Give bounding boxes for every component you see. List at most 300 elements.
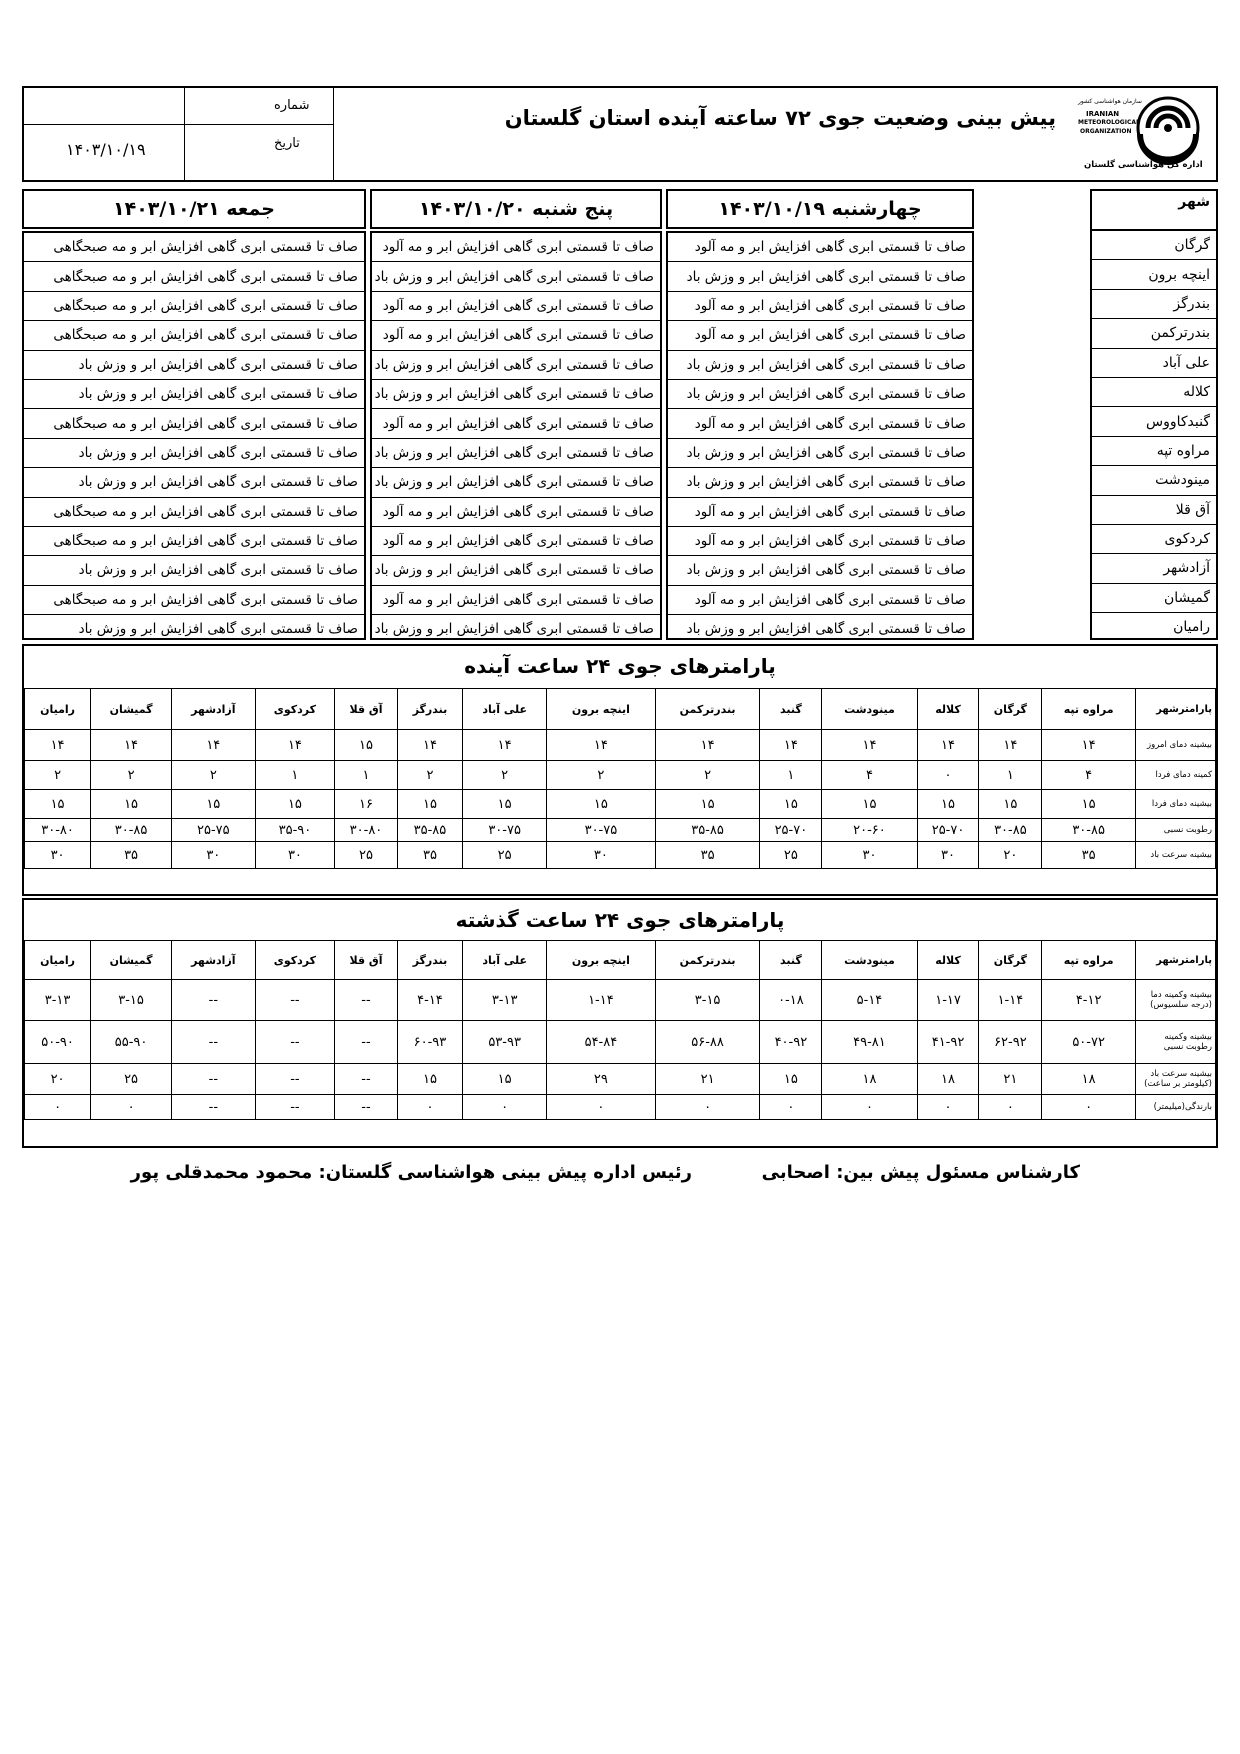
forecast-cell-d1: صاف تا قسمتی ابری گاهی افزایش ابر و وزش باد (668, 556, 972, 585)
past24-value-cell: ۲۵ (91, 1064, 172, 1095)
past24-value-cell: ۱-۱۷ (917, 980, 979, 1021)
past24-value-cell: -- (255, 1021, 335, 1064)
past24-value-cell: ۵۳-۹۳ (463, 1021, 547, 1064)
past24-value-cell: ۴-۱۴ (397, 980, 462, 1021)
past24-value-cell: ۳-۱۵ (655, 980, 760, 1021)
number-label: شماره (274, 98, 310, 113)
past24-section (22, 898, 1218, 1148)
past24-value-cell: ۲۱ (979, 1064, 1042, 1095)
next24-value-cell: ۳۵ (397, 842, 462, 869)
next24-value-cell: ۱۵ (255, 790, 335, 819)
forecast-row (372, 291, 660, 320)
forecast-city-row (1092, 377, 1216, 406)
past24-value-cell: ۴۱-۹۲ (917, 1021, 979, 1064)
forecast-row (668, 321, 972, 350)
forecast-cell-d3: صاف تا قسمتی ابری گاهی افزایش ابر و وزش باد (24, 468, 364, 497)
next24-row (25, 761, 1216, 790)
next24-value-cell: ۴ (822, 761, 917, 790)
next24-city-header: علی آباد (463, 689, 547, 730)
past24-value-cell: ۰ (917, 1095, 979, 1120)
past24-value-cell: ۱۸ (822, 1064, 917, 1095)
past24-value-cell: ۵۵-۹۰ (91, 1021, 172, 1064)
next24-value-cell: ۲۵ (760, 842, 822, 869)
past24-value-cell: ۴۰-۹۲ (760, 1021, 822, 1064)
next24-value-cell: ۳۰-۸۵ (91, 819, 172, 842)
past24-value-cell: ۰-۱۸ (760, 980, 822, 1021)
past24-value-cell: ۵۰-۷۲ (1042, 1021, 1136, 1064)
past24-value-cell: ۰ (463, 1095, 547, 1120)
past24-value-cell: ۰ (397, 1095, 462, 1120)
next24-section (22, 644, 1218, 896)
forecast-cell-d2: صاف تا قسمتی ابری گاهی افزایش ابر و وزش باد (372, 468, 660, 497)
next24-row-label: کمینه دمای فردا (1136, 761, 1216, 790)
forecast-city-name: مراوه تپه (1092, 436, 1216, 465)
past24-value-cell: ۰ (655, 1095, 760, 1120)
past24-value-cell: -- (172, 1095, 256, 1120)
next24-value-cell: ۲۵-۷۰ (917, 819, 979, 842)
number-date-table (24, 88, 334, 180)
forecast-cell-d2: صاف تا قسمتی ابری گاهی افزایش ابر و مه آلود (372, 526, 660, 555)
next24-value-cell: ۲ (397, 761, 462, 790)
forecast-city-row (1092, 495, 1216, 524)
logo-name-2: METEOROLOGICAL (1078, 119, 1140, 126)
past24-value-cell: ۰ (822, 1095, 917, 1120)
forecast-row (24, 291, 364, 320)
forecast-row (372, 556, 660, 585)
forecast-cell-d3: صاف تا قسمتی ابری گاهی افزایش ابر و مه صبحگاهی (24, 409, 364, 438)
forecast-cell-d2: صاف تا قسمتی ابری گاهی افزایش ابر و مه آلود (372, 409, 660, 438)
forecast-city-row (1092, 524, 1216, 553)
next24-row-label: بیشینه دمای امروز (1136, 730, 1216, 761)
forecast-row (372, 526, 660, 555)
next24-value-cell: ۱۴ (979, 730, 1042, 761)
next24-row-label: بیشینه سرعت باد (1136, 842, 1216, 869)
next24-value-cell: ۱۴ (25, 730, 91, 761)
next24-value-cell: ۲ (463, 761, 547, 790)
past24-value-cell: ۰ (760, 1095, 822, 1120)
past24-value-cell: -- (255, 1064, 335, 1095)
forecast-sheet (22, 86, 1218, 1148)
next24-value-cell: ۱۵ (172, 790, 256, 819)
forecast-cell-d2: صاف تا قسمتی ابری گاهی افزایش ابر و وزش باد (372, 262, 660, 291)
past24-city-header: گرگان (979, 941, 1042, 980)
logo-name-1: IRANIAN (1086, 110, 1120, 118)
next24-city-header: گنبد (760, 689, 822, 730)
next24-city-header: آزادشهر (172, 689, 256, 730)
past24-row (25, 980, 1216, 1021)
forecast-row (668, 438, 972, 467)
forecast-row (668, 262, 972, 291)
forecast-cell-d2: صاف تا قسمتی ابری گاهی افزایش ابر و وزش باد (372, 379, 660, 408)
past24-value-cell: ۳-۱۳ (25, 980, 91, 1021)
forecast-row (372, 497, 660, 526)
forecast-city-row (1092, 260, 1216, 289)
forecast-row (24, 321, 364, 350)
forecast-row (24, 350, 364, 379)
past24-value-cell: -- (255, 1095, 335, 1120)
forecast-row (372, 615, 660, 644)
next24-corner: پارامترشهر (1136, 689, 1216, 730)
forecast-row (24, 497, 364, 526)
forecast-row (24, 526, 364, 555)
past24-value-cell: -- (172, 1021, 256, 1064)
forecast-row (24, 585, 364, 614)
past24-value-cell: ۰ (979, 1095, 1042, 1120)
forecast-cell-d2: صاف تا قسمتی ابری گاهی افزایش ابر و مه آلود (372, 233, 660, 262)
forecast-row (668, 379, 972, 408)
next24-value-cell: ۰ (917, 761, 979, 790)
forecast-city-row (1092, 436, 1216, 465)
next24-value-cell: ۱۵ (547, 790, 656, 819)
next24-value-cell: ۱۴ (917, 730, 979, 761)
next24-value-cell: ۳۵-۸۵ (397, 819, 462, 842)
header-box (22, 86, 1218, 182)
next24-value-cell: ۲ (91, 761, 172, 790)
next24-value-cell: ۱۵ (979, 790, 1042, 819)
forecast-cell-d1: صاف تا قسمتی ابری گاهی افزایش ابر و وزش باد (668, 350, 972, 379)
forecast-row (372, 379, 660, 408)
past24-value-cell: ۱-۱۴ (547, 980, 656, 1021)
next24-value-cell: ۱۵ (397, 790, 462, 819)
logo-top-text: سازمان هواشناسی کشور (1078, 98, 1142, 105)
past24-value-cell: ۴۹-۸۱ (822, 1021, 917, 1064)
next24-value-cell: ۳۰ (172, 842, 256, 869)
next24-value-cell: ۱۴ (547, 730, 656, 761)
forecast-cell-d2: صاف تا قسمتی ابری گاهی افزایش ابر و وزش باد (372, 350, 660, 379)
next24-city-header: مراوه تپه (1042, 689, 1136, 730)
forecast-cell-d1: صاف تا قسمتی ابری گاهی افزایش ابر و مه آلود (668, 233, 972, 262)
forecast-cell-d2: صاف تا قسمتی ابری گاهی افزایش ابر و مه آلود (372, 321, 660, 350)
forecast-row (24, 262, 364, 291)
past24-value-cell: ۵-۱۴ (822, 980, 917, 1021)
forecast-cell-d3: صاف تا قسمتی ابری گاهی افزایش ابر و مه صبحگاهی (24, 321, 364, 350)
forecast-city-row (1092, 554, 1216, 583)
past24-city-header: رامیان (25, 941, 91, 980)
forecast-cell-d1: صاف تا قسمتی ابری گاهی افزایش ابر و وزش باد (668, 379, 972, 408)
footer-head: رئیس اداره پیش بینی هواشناسی گلستان: محمود محمدقلی پور (130, 1162, 692, 1183)
forecast-row (668, 615, 972, 644)
day-header-2: پنج شنبه ۱۴۰۳/۱۰/۲۰ (370, 189, 662, 229)
past24-value-cell: ۵۶-۸۸ (655, 1021, 760, 1064)
next24-table (24, 688, 1216, 869)
forecast-city-row (1092, 348, 1216, 377)
forecast-city-row (1092, 466, 1216, 495)
next24-value-cell: ۳۰ (547, 842, 656, 869)
forecast-city-name: بندرترکمن (1092, 319, 1216, 348)
forecast-cell-d1: صاف تا قسمتی ابری گاهی افزایش ابر و مه آلود (668, 585, 972, 614)
forecast-row (668, 497, 972, 526)
forecast-city-name: علی آباد (1092, 348, 1216, 377)
forecast-day2-column (370, 231, 662, 640)
next24-value-cell: ۱۵ (25, 790, 91, 819)
forecast-row (372, 468, 660, 497)
forecast-row (24, 468, 364, 497)
next24-value-cell: ۲۵ (335, 842, 398, 869)
next24-row (25, 842, 1216, 869)
past24-row-label: بیشینه وکمینه دما (درجه سلسیوس) (1136, 980, 1216, 1021)
past24-value-cell: ۱۸ (917, 1064, 979, 1095)
forecast-cell-d1: صاف تا قسمتی ابری گاهی افزایش ابر و مه آلود (668, 321, 972, 350)
next24-value-cell: ۱۴ (760, 730, 822, 761)
next24-value-cell: ۳۰ (255, 842, 335, 869)
past24-city-header: کلاله (917, 941, 979, 980)
forecast-row (24, 409, 364, 438)
forecast-cell-d1: صاف تا قسمتی ابری گاهی افزایش ابر و وزش باد (668, 438, 972, 467)
next24-value-cell: ۳۰-۸۰ (25, 819, 91, 842)
forecast-city-name: مینودشت (1092, 466, 1216, 495)
forecast-row (372, 585, 660, 614)
past24-value-cell: ۰ (25, 1095, 91, 1120)
forecast-cell-d3: صاف تا قسمتی ابری گاهی افزایش ابر و مه صبحگاهی (24, 526, 364, 555)
next24-value-cell: ۳۰-۸۵ (979, 819, 1042, 842)
past24-city-header: گمیشان (91, 941, 172, 980)
forecast-cell-d3: صاف تا قسمتی ابری گاهی افزایش ابر و وزش باد (24, 438, 364, 467)
next24-value-cell: ۳۰ (917, 842, 979, 869)
next24-value-cell: ۲۰ (979, 842, 1042, 869)
next24-city-header: آق قلا (335, 689, 398, 730)
forecast-cell-d2: صاف تا قسمتی ابری گاهی افزایش ابر و مه آلود (372, 497, 660, 526)
next24-row (25, 790, 1216, 819)
forecast-cell-d3: صاف تا قسمتی ابری گاهی افزایش ابر و وزش باد (24, 350, 364, 379)
past24-row (25, 1095, 1216, 1120)
past24-row-label: بیشینه وکمینه رطوبت نسبی (1136, 1021, 1216, 1064)
forecast-cell-d1: صاف تا قسمتی ابری گاهی افزایش ابر و مه آلود (668, 409, 972, 438)
next24-value-cell: ۱۴ (397, 730, 462, 761)
forecast-cell-d2: صاف تا قسمتی ابری گاهی افزایش ابر و مه آلود (372, 291, 660, 320)
city-header: شهر (1092, 191, 1216, 231)
next24-value-cell: ۲۵-۷۵ (172, 819, 256, 842)
forecast-cell-d2: صاف تا قسمتی ابری گاهی افزایش ابر و مه آلود (372, 585, 660, 614)
past24-row-label: بیشینه سرعت باد (کیلومتر بر ساعت) (1136, 1064, 1216, 1095)
forecast-cell-d1: صاف تا قسمتی ابری گاهی افزایش ابر و وزش باد (668, 262, 972, 291)
next24-value-cell: ۱۴ (255, 730, 335, 761)
forecast-cell-d2: صاف تا قسمتی ابری گاهی افزایش ابر و وزش باد (372, 438, 660, 467)
next24-value-cell: ۱۵ (1042, 790, 1136, 819)
past24-value-cell: -- (172, 980, 256, 1021)
forecast-row (24, 438, 364, 467)
next24-value-cell: ۱ (255, 761, 335, 790)
past24-city-header: علی آباد (463, 941, 547, 980)
forecast-cell-d1: صاف تا قسمتی ابری گاهی افزایش ابر و وزش باد (686, 621, 966, 638)
past24-value-cell: ۱۵ (760, 1064, 822, 1095)
past24-row-label: بارندگی(میلیمتر) (1136, 1095, 1216, 1120)
past24-value-cell: ۱۵ (397, 1064, 462, 1095)
forecast-cell-d3: صاف تا قسمتی ابری گاهی افزایش ابر و مه صبحگاهی (24, 497, 364, 526)
forecast-cell-d3: صاف تا قسمتی ابری گاهی افزایش ابر و مه صبحگاهی (24, 233, 364, 262)
forecast-row (24, 379, 364, 408)
past24-city-header: آزادشهر (172, 941, 256, 980)
past24-value-cell: -- (335, 1064, 398, 1095)
next24-value-cell: ۲۰-۶۰ (822, 819, 917, 842)
past24-value-cell: ۳-۱۵ (91, 980, 172, 1021)
next24-value-cell: ۲ (25, 761, 91, 790)
forecast-cell-d3: صاف تا قسمتی ابری گاهی افزایش ابر و مه صبحگاهی (24, 262, 364, 291)
past24-value-cell: ۲۰ (25, 1064, 91, 1095)
next24-value-cell: ۲ (655, 761, 760, 790)
forecast-row (668, 468, 972, 497)
past24-city-header: مینودشت (822, 941, 917, 980)
next24-value-cell: ۱۴ (822, 730, 917, 761)
past24-row (25, 1064, 1216, 1095)
next24-city-header: بندرگز (397, 689, 462, 730)
next24-row-label: بیشینه دمای فردا (1136, 790, 1216, 819)
forecast-city-name: آزادشهر (1092, 554, 1216, 583)
forecast-city-row (1092, 583, 1216, 612)
past24-value-cell: ۵۰-۹۰ (25, 1021, 91, 1064)
next24-value-cell: ۱۵ (822, 790, 917, 819)
forecast-city-row (1092, 319, 1216, 348)
forecast-city-row (1092, 289, 1216, 318)
next24-value-cell: ۳۰-۸۰ (335, 819, 398, 842)
past24-corner: پارامترشهر (1136, 941, 1216, 980)
past24-table (24, 940, 1216, 1120)
past24-header-row (25, 941, 1216, 980)
next24-value-cell: ۴ (1042, 761, 1136, 790)
page-title: پیش بینی وضعیت جوی ۷۲ ساعته آینده استان گلستان (504, 106, 1056, 130)
forecast-cell-d3: صاف تا قسمتی ابری گاهی افزایش ابر و وزش باد (24, 379, 364, 408)
past24-value-cell: ۵۴-۸۴ (547, 1021, 656, 1064)
forecast-row (668, 350, 972, 379)
day-header-3: جمعه ۱۴۰۳/۱۰/۲۱ (22, 189, 366, 229)
forecast-row (372, 438, 660, 467)
forecast-cell-d1: صاف تا قسمتی ابری گاهی افزایش ابر و وزش باد (668, 468, 972, 497)
forecast-day1-column (666, 231, 974, 640)
next24-city-header: گرگان (979, 689, 1042, 730)
past24-value-cell: -- (335, 1095, 398, 1120)
forecast-city-row (1092, 231, 1216, 260)
forecast-city-name: گرگان (1092, 231, 1216, 260)
next24-city-header: گمیشان (91, 689, 172, 730)
forecast-row (24, 615, 364, 644)
logo (1076, 92, 1206, 176)
footer-expert: کارشناس مسئول پیش بین: اصحابی (761, 1162, 1080, 1183)
forecast-row (668, 526, 972, 555)
forecast-cell-d2: صاف تا قسمتی ابری گاهی افزایش ابر و وزش باد (374, 621, 654, 638)
next24-value-cell: ۱۵ (335, 730, 398, 761)
next24-value-cell: ۱ (979, 761, 1042, 790)
next24-value-cell: ۳۰-۷۵ (547, 819, 656, 842)
next24-value-cell: ۲۵ (463, 842, 547, 869)
past24-value-cell: -- (172, 1064, 256, 1095)
forecast-city-row (1092, 407, 1216, 436)
forecast-row (372, 350, 660, 379)
forecast-cell-d3: صاف تا قسمتی ابری گاهی افزایش ابر و مه صبحگاهی (24, 585, 364, 614)
forecast-day3-column (22, 231, 366, 640)
past24-value-cell: ۲۹ (547, 1064, 656, 1095)
past24-value-cell: -- (335, 1021, 398, 1064)
date-value: ۱۴۰۳/۱۰/۱۹ (66, 140, 146, 159)
next24-value-cell: ۲ (547, 761, 656, 790)
past24-city-header: مراوه تپه (1042, 941, 1136, 980)
past24-value-cell: ۱۸ (1042, 1064, 1136, 1095)
past24-value-cell: ۰ (91, 1095, 172, 1120)
next24-row (25, 819, 1216, 842)
forecast-row (24, 233, 364, 262)
next24-value-cell: ۱۶ (335, 790, 398, 819)
past24-city-header: کردکوی (255, 941, 335, 980)
past24-row (25, 1021, 1216, 1064)
next24-value-cell: ۳۵-۸۵ (655, 819, 760, 842)
next24-value-cell: ۳۰-۸۵ (1042, 819, 1136, 842)
forecast-city-name: رامیان (1173, 619, 1210, 636)
forecast-row (372, 262, 660, 291)
next24-value-cell: ۱۴ (463, 730, 547, 761)
forecast-row (668, 585, 972, 614)
forecast-cell-d1: صاف تا قسمتی ابری گاهی افزایش ابر و مه آلود (668, 291, 972, 320)
past24-city-header: اینچه برون (547, 941, 656, 980)
next24-value-cell: ۳۰ (822, 842, 917, 869)
next24-title: پارامترهای جوی ۲۴ ساعت آینده (464, 654, 776, 678)
next24-value-cell: ۱۵ (917, 790, 979, 819)
forecast-row (668, 291, 972, 320)
forecast-row (372, 233, 660, 262)
next24-value-cell: ۳۵ (1042, 842, 1136, 869)
forecast-city-name: گنبدکاووس (1092, 407, 1216, 436)
next24-value-cell: ۱۵ (655, 790, 760, 819)
past24-city-header: بندرترکمن (655, 941, 760, 980)
next24-value-cell: ۱ (760, 761, 822, 790)
past24-value-cell: ۶۰-۹۳ (397, 1021, 462, 1064)
forecast-row (372, 321, 660, 350)
forecast-row (668, 409, 972, 438)
forecast-city-name: بندرگز (1092, 289, 1216, 318)
logo-name-3: ORGANIZATION (1080, 128, 1132, 135)
next24-value-cell: ۳۵ (91, 842, 172, 869)
next24-value-cell: ۳۵-۹۰ (255, 819, 335, 842)
forecast-row (24, 556, 364, 585)
forecast-cell-d3: صاف تا قسمتی ابری گاهی افزایش ابر و وزش باد (78, 621, 358, 638)
past24-value-cell: ۱۵ (463, 1064, 547, 1095)
next24-value-cell: ۳۰-۷۵ (463, 819, 547, 842)
past24-value-cell: -- (335, 980, 398, 1021)
next24-value-cell: ۱۴ (91, 730, 172, 761)
forecast-row (372, 409, 660, 438)
next24-value-cell: ۱۴ (655, 730, 760, 761)
forecast-city-name: گمیشان (1092, 583, 1216, 612)
forecast-row (668, 556, 972, 585)
next24-value-cell: ۱۴ (1042, 730, 1136, 761)
next24-row (25, 730, 1216, 761)
forecast-city-name: کلاله (1092, 377, 1216, 406)
next24-city-header: مینودشت (822, 689, 917, 730)
past24-value-cell: ۰ (1042, 1095, 1136, 1120)
next24-header-row (25, 689, 1216, 730)
forecast-city-name: کردکوی (1092, 524, 1216, 553)
forecast-city-name: اینچه برون (1092, 260, 1216, 289)
next24-value-cell: ۳۵ (655, 842, 760, 869)
forecast-city-name: آق قلا (1092, 495, 1216, 524)
next24-city-header: بندرترکمن (655, 689, 760, 730)
past24-city-header: گنبد (760, 941, 822, 980)
next24-value-cell: ۲ (172, 761, 256, 790)
next24-city-header: رامیان (25, 689, 91, 730)
next24-city-header: کلاله (917, 689, 979, 730)
past24-value-cell: -- (255, 980, 335, 1021)
next24-value-cell: ۱۵ (760, 790, 822, 819)
next24-value-cell: ۱۴ (172, 730, 256, 761)
next24-value-cell: ۱۵ (91, 790, 172, 819)
forecast-cell-d3: صاف تا قسمتی ابری گاهی افزایش ابر و وزش باد (24, 556, 364, 585)
next24-value-cell: ۳۰ (25, 842, 91, 869)
forecast-city-row (1092, 613, 1216, 642)
forecast-row (668, 233, 972, 262)
past24-city-header: آق قلا (335, 941, 398, 980)
forecast-cell-d2: صاف تا قسمتی ابری گاهی افزایش ابر و وزش باد (372, 556, 660, 585)
next24-city-header: اینچه برون (547, 689, 656, 730)
day-header-1: چهارشنبه ۱۴۰۳/۱۰/۱۹ (666, 189, 974, 229)
past24-value-cell: ۰ (547, 1095, 656, 1120)
past24-value-cell: ۳-۱۳ (463, 980, 547, 1021)
